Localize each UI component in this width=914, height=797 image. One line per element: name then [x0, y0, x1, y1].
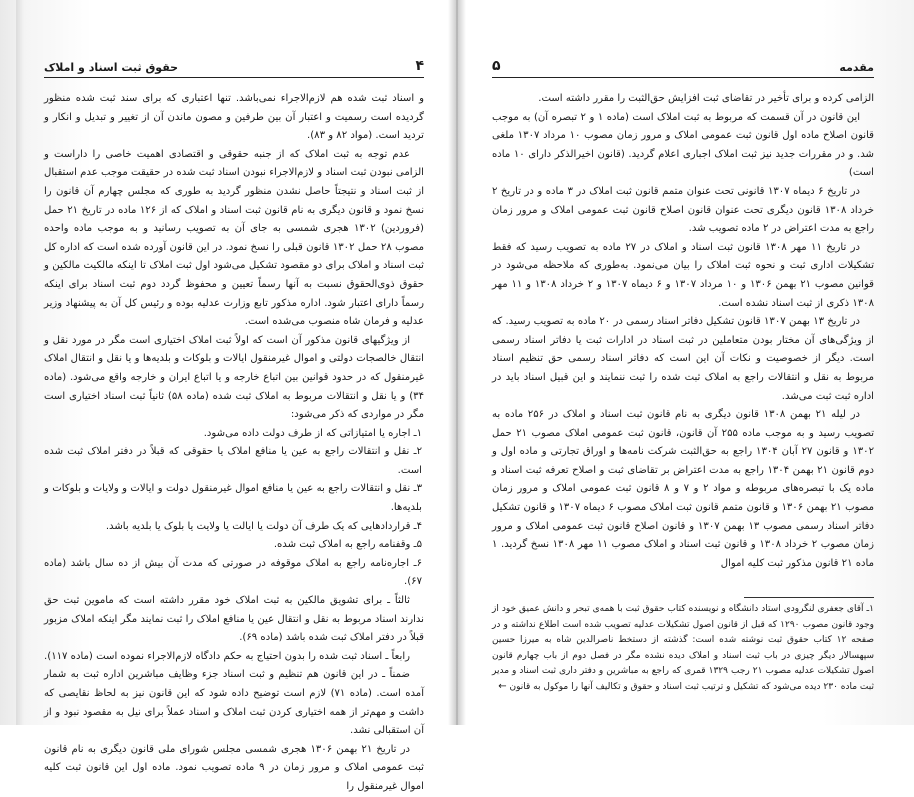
list-item: ۶ـ اجاره‌نامه راجع به املاک موقوفه در صورتی که مدت آن بیش از ده سال باشد (ماده ۶۷). — [44, 557, 422, 588]
continue-arrow-icon: ← — [498, 681, 507, 693]
left-page-number: ۴ — [415, 58, 424, 74]
left-running-title: حقوق ثبت اسناد و املاک — [44, 61, 179, 74]
footnote-text: ۱ـ آقای جعفری لنگرودی استاد دانشگاه و نویسنده کتاب حقوق ثبت با همه‌ی تبحر و دانش عمیق خود از وجود قانون مصوب ۱۲۹۰ که قبل از قانون اصول تشکیلات عدلیه تصویب شده است اطلاع نداشته و در صفحه ۱۲ کتاب حقوق ثبت نوشته شده است: گذشته از دستخط ناصرالدین شاه به میرزا حسین سپهسالار دیگر چیزی در باب ثبت اسناد و املاک دیده نشده مگر در فصل دوم از باب چهارم قانون اصول تشکیلات عدلیه مصوب ۲۱ رجب ۱۳۲۹ قمری که راجع به مباشرین و دفتر داری ثبت اسناد و مدیر ثبت ماده ۲۳۰ دیده می‌شود که تشکیل و ترتیب ثبت اسناد و حقوق و تکالیف آنها را موکول به قانون — [492, 604, 874, 693]
right-running-title: مقدمه — [839, 61, 874, 74]
paragraph: در تاریخ ۱۳ بهمن ۱۳۰۷ قانون تشکیل دفاتر اسناد رسمی در ۲۰ ماده به تصویب رسید. که از ویژگی‌های آن مختار بودن متعاملین در ثبت اسناد در ادارات ثبت یا دفاتر اسناد رسمی است. دیگر از خصوصیت و نکات آن این است که دفاتر اسناد رسمی حق تنظیم اسناد مربوط به نقل و انتقالات راجع به املاک ثبت شده را ثبت ننمایند و این قبیل اسناد باید در اداره ثبت ثبت می‌شد. — [492, 316, 874, 402]
paragraph: این قانون در آن قسمت که مربوط به ثبت املاک است (ماده ۱ و ۲ تبصره آن) به موجب قانون اصلاح ماده اول قانون ثبت عمومی املاک و مرور زمان مصوب ۱۰ مرداد ۱۳۰۷ ملغی شد. و در مقررات جدید نیز ثبت املاک اجباری اعلام گردید. (قانون اخیرالذکر دارای ۱۰ ماده است) — [492, 111, 874, 179]
left-page-header — [44, 58, 424, 78]
paragraph: رابعاً ـ اسناد ثبت شده را بدون احتیاج به حکم دادگاه لازم‌الاجراء نموده است (ماده ۱۱۷). — [44, 650, 410, 662]
paragraph: در تاریخ ۲۱ بهمن ۱۳۰۶ هجری شمسی مجلس شورای ملی قانون دیگری به نام قانون ثبت عمومی املاک و مرور زمان در ۹ ماده تصویب نمود. ماده اول این قانون ثبت کلیه اموال غیرمنقول را — [44, 743, 424, 792]
paragraph: در تاریخ ۶ دیماه ۱۳۰۷ قانونی تحت عنوان متمم قانون ثبت املاک در ۳ ماده و در تاریخ ۲ خرداد ۱۳۰۸ قانون دیگری تحت عنوان قانون اصلاح قانون ثبت عمومی املاک و مرور زمان راجع به مدت اعتراض در ۲ ماده تصویب شد. — [492, 185, 875, 235]
paragraph: و اسناد ثبت شده هم لازم‌الاجراء نمی‌باشد. تنها اعتباری که برای سند ثبت شده منظور گردیده است رسمیت و اعتبار آن بین طرفین و مصون ماندن آن از تغییر و تبدیل و انکار و تردید است. (مواد ۸۲ و ۸۳). — [44, 93, 424, 142]
paragraph: در تاریخ ۱۱ مهر ۱۳۰۸ قانون ثبت اسناد و املاک در ۲۷ ماده به تصویب رسید که فقط تشکیلات اداری ثبت و نحوه ثبت املاک را بیان می‌نمود. به‌طوری که ملاحظه می‌شود در قوانین مصوب ۲۱ بهمن ۱۳۰۶ و ۱۰ مرداد ۱۳۰۷ و ۶ دیماه ۱۳۰۷ و ۲ خرداد ۱۳۰۸ و ۱۱ مهر ۱۳۰۸ ذکری از ثبت اسناد نشده است. — [492, 241, 874, 309]
paragraph: در لیله ۲۱ بهمن ۱۳۰۸ قانون دیگری به نام قانون ثبت اسناد و املاک در ۲۵۶ ماده به تصویب رسید و به موجب ماده ۲۵۵ آن قانون، قانون ثبت عمومی املاک مصوب ۲۱ حمل ۱۳۰۲ و قانون ۲۷ آبان ۱۳۰۴ راجع به حق‌الثبت شرکت نامه‌ها و اوراق تجارتی و ماده اول و دوم قانون ۲۱ بهمن ۱۳۰۴ راجع به مدت اعتراض بر تقاضای ثبت و اصلاح تعرفه ثبت اسناد و ماده یک با تبصره‌های مربوطه و مواد ۲ و ۷ و ۸ قانون ثبت عمومی املاک و مرور زمان مصوب ۲۱ بهمن ۱۳۰۶ و قانون متمم قانون ثبت املاک مصوب ۶ دیماه ۱۳۰۷ و قانون تشکیل دفاتر اسناد رسمی مصوب ۱۳ بهمن ۱۳۰۷ و قانون اصلاح قانون ثبت عمومی املاک و مرور زمان مصوب ۲ خرداد ۱۳۰۸ و قانون ثبت اسناد و املاک مصوب ۱۱ مهر ۱۳۰۸ نسخ گردید. ۱ ماده ۲۱ قانون مذکور ثبت کلیه اموال — [492, 409, 875, 569]
footnote — [492, 602, 874, 695]
list-item: ۴ـ قراردادهایی که یک طرف آن دولت یا ایالت یا ولایت یا بلوک یا بلدیه باشد. — [105, 520, 422, 532]
list-item: ۲ـ نقل و انتقالات راجع به عین یا منافع املاک یا حقوقی که قبلاً در دفتر املاک ثبت شده است. — [44, 446, 422, 476]
left-page — [0, 0, 452, 792]
list-item: ۳ـ نقل و انتقالات راجع به عین یا منافع اموال غیرمنقول دولت و ایالات و ولایات و بلوکات و بلدیه‌ها. — [44, 483, 422, 514]
right-page-number: ۵ — [492, 58, 501, 74]
paragraph: ضمناً ـ در این قانون هم تنظیم و ثبت اسناد جزء وظایف مباشرین اداره ثبت به شمار آمده است. (ماده ۷۱) لازم است توضیح داده شود که این قانون نیز به لحاظ نقایصی که داشت و مهم‌تر از همه اختیاری کردن ثبت املاک و اسناد عملاً برای نیل به مقصود نبود و از آن استقبالی نشد. — [44, 669, 424, 737]
left-page-body — [44, 90, 424, 797]
paragraph: ثالثاً ـ برای تشویق مالکین به ثبت املاک خود مقرر داشته است که ماموین ثبت حق ندارند اسناد مربوط به نقل و انتقال عین یا منافع املاک را ثبت نمایند مگر اینکه املاک مزبور قبلاً در دفتر املاک ثبت شده باشد (ماده ۶۹). — [44, 595, 424, 644]
list-item: ۵ـ وقفنامه راجع به املاک ثبت شده. — [273, 539, 422, 551]
paragraph: از ویژگیهای قانون مذکور آن است که اولاً ثبت املاک اختیاری است مگر در مورد نقل و انتقال خالصجات دولتی و اموال غیرمنقول ایالات و بلوکات و بلدیه‌ها و یا نقل و انتقال املاک غیرمنقول که در حدود قوانین بین اتباع خارجه و یا اتباع ایران و خارجه واقع می‌شود. (ماده ۳۴) و یا نقل و انتقالات مربوط به املاک ثبت شده (ماده ۵۸) ثانیاً ثبت اسناد اختیاری است مگر در مواردی که ذکر می‌شود: — [44, 334, 424, 421]
right-page-body — [492, 90, 874, 573]
right-page — [462, 0, 914, 725]
right-page-header — [492, 58, 874, 78]
footnote-rule — [744, 597, 874, 598]
list-item: ۱ـ اجاره یا امتیازاتی که از طرف دولت داده می‌شود. — [203, 427, 422, 439]
paragraph: الزامی کرده و برای تأخیر در تقاضای ثبت افزایش حق‌الثبت را مقرر داشته است. — [538, 93, 874, 104]
paragraph: عدم توجه به ثبت املاک که از جنبه حقوقی و اقتصادی اهمیت خاصی را داراست و الزامی نبودن ثبت اسناد و لازم‌الاجراء نبودن اسناد ثبت شده در حقیقت موجب عدم استقبال از ثبت اسناد و نتیجتاً حاصل نشدن منظور گردید به طوری که مجلس چهارم آن قانون را نسخ نمود و قانون دیگری به نام قانون ثبت اسناد و املاک که از ۱۲۶ ماده در تاریخ ۲۱ حمل (فروردین) ۱۳۰۲ هجری شمسی به جای آن به تصویب رسانید و به موجب ماده واحده مصوب ۲۸ حمل ۱۳۰۲ قانون قبلی را نسخ نمود. در این قانون آورده شده است که اداره کل ثبت اسناد و املاک برای دو مقصود تشکیل می‌شود اول ثبت املاک تا اینکه مالکیت مالکین و حقوق ذوی‌الحقوق نسبت به آنها رسماً تعیین و محفوظ گردد دوم ثبت اسناد برای اینکه رسماً دارای اعتبار شود. اداره مذکور تابع وزارت عدلیه بوده و رئیس کل آن به پیشنهاد وزیر عدلیه و فرمان شاه منصوب می‌شده است. — [44, 148, 424, 328]
